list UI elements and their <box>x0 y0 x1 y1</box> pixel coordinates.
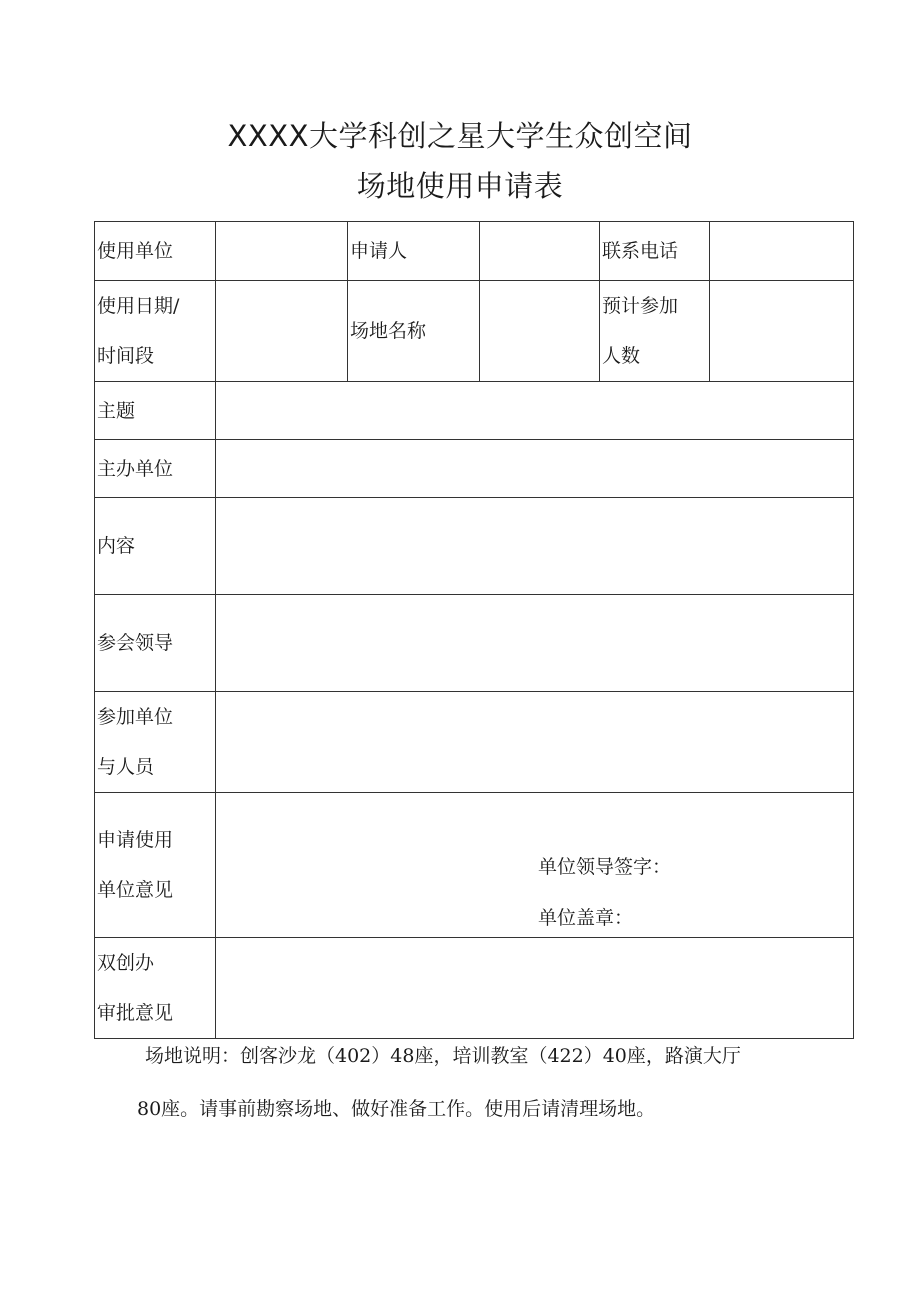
leaders-label: 参会领导 <box>95 595 216 692</box>
application-form-table <box>94 221 854 1039</box>
use-unit-field[interactable] <box>216 222 348 281</box>
date-label <box>95 281 216 382</box>
table-row <box>95 595 854 692</box>
attendees-label-line2: 人数 <box>602 345 641 367</box>
form-title: XXXX大学科创之星大学生众创空间 <box>227 119 693 153</box>
table-row <box>95 382 854 440</box>
content-label: 内容 <box>95 498 216 595</box>
attendees-field[interactable] <box>710 281 854 382</box>
approval-field[interactable] <box>216 938 854 1039</box>
leaders-field[interactable] <box>216 595 854 692</box>
approval-label-line1: 双创办 <box>97 952 155 974</box>
applicant-field[interactable] <box>480 222 600 281</box>
date-label-line1: 使用日期/ <box>97 295 180 317</box>
venue-name-field[interactable] <box>480 281 600 382</box>
table-row <box>95 440 854 498</box>
table-row <box>95 938 854 1039</box>
participants-field[interactable] <box>216 692 854 793</box>
unit-opinion-field[interactable] <box>216 793 854 938</box>
participants-label-line2: 与人员 <box>97 756 155 778</box>
table-row <box>95 222 854 281</box>
table-row <box>95 281 854 382</box>
phone-label: 联系电话 <box>600 222 710 281</box>
participants-label-line1: 参加单位 <box>97 706 174 728</box>
applicant-label: 申请人 <box>348 222 480 281</box>
unit-opinion-label-line2: 单位意见 <box>97 879 174 901</box>
unit-opinion-label <box>95 793 216 938</box>
attendees-label <box>600 281 710 382</box>
approval-label <box>95 938 216 1039</box>
unit-seal-label: 单位盖章： <box>538 907 634 929</box>
theme-field[interactable] <box>216 382 854 440</box>
participants-label <box>95 692 216 793</box>
table-row <box>95 793 854 938</box>
venue-note-line1: 场地说明：创客沙龙（402）48座，培训教室（422）40座，路演大厅 <box>145 1045 741 1067</box>
table-row <box>95 692 854 793</box>
host-unit-label: 主办单位 <box>95 440 216 498</box>
theme-label: 主题 <box>95 382 216 440</box>
unit-opinion-label-line1: 申请使用 <box>97 829 174 851</box>
date-field[interactable] <box>216 281 348 382</box>
approval-label-line2: 审批意见 <box>97 1002 174 1024</box>
content-field[interactable] <box>216 498 854 595</box>
phone-field[interactable] <box>710 222 854 281</box>
venue-note-line2: 80座。请事前勘察场地、做好准备工作。使用后请清理场地。 <box>137 1098 656 1120</box>
venue-name-label: 场地名称 <box>348 281 480 382</box>
use-unit-label: 使用单位 <box>95 222 216 281</box>
date-label-line2: 时间段 <box>97 345 155 367</box>
table-row <box>95 498 854 595</box>
form-subtitle: 场地使用申请表 <box>356 169 564 203</box>
attendees-label-line1: 预计参加 <box>602 295 679 317</box>
leader-signature-label: 单位领导签字： <box>538 856 672 878</box>
host-unit-field[interactable] <box>216 440 854 498</box>
